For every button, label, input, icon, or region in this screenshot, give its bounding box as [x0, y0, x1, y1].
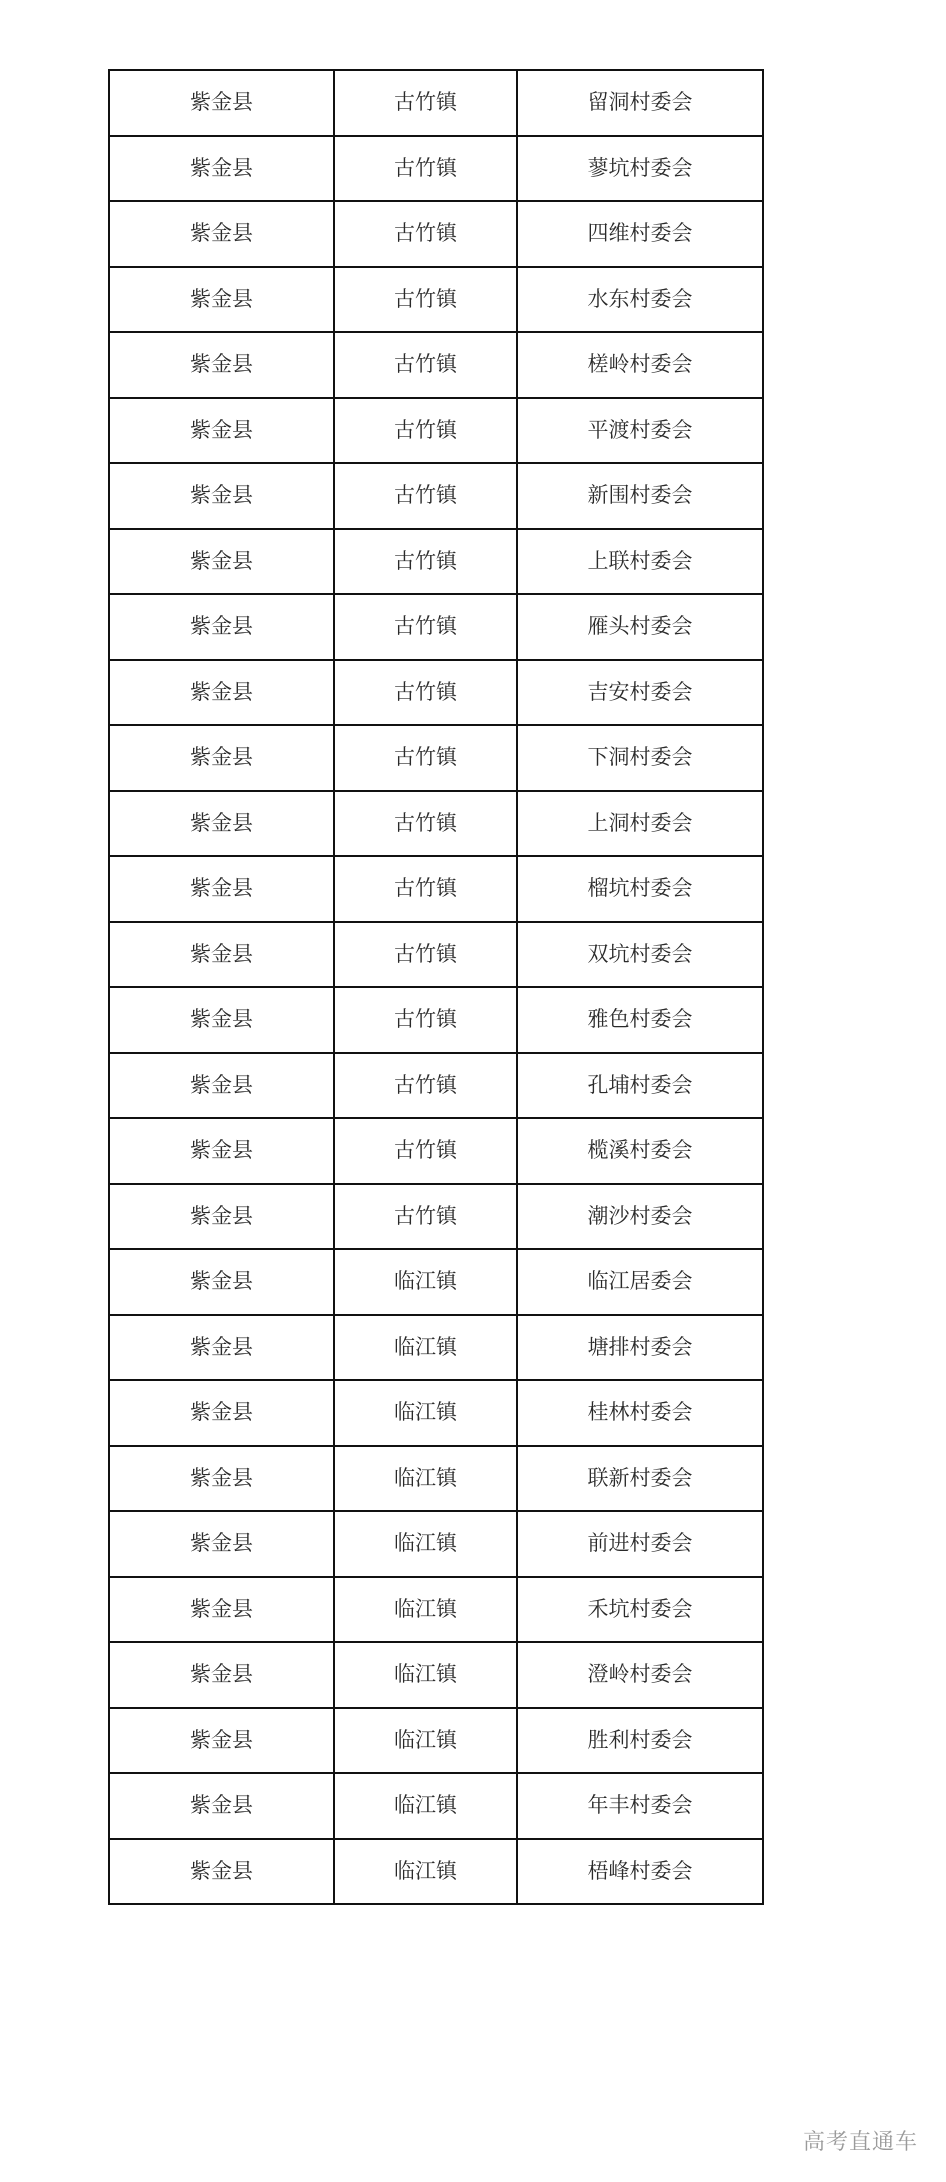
town-cell: 古竹镇 [334, 136, 517, 202]
village-committee-cell: 潮沙村委会 [517, 1184, 763, 1250]
county-cell: 紫金县 [109, 1708, 334, 1774]
table-row [109, 463, 763, 529]
county-cell: 紫金县 [109, 1380, 334, 1446]
village-committee-cell: 平渡村委会 [517, 398, 763, 464]
village-committee-cell: 榄溪村委会 [517, 1118, 763, 1184]
table-row [109, 1577, 763, 1643]
county-cell: 紫金县 [109, 136, 334, 202]
table-row [109, 70, 763, 136]
village-committee-cell: 榴坑村委会 [517, 856, 763, 922]
town-cell: 古竹镇 [334, 987, 517, 1053]
town-cell: 临江镇 [334, 1446, 517, 1512]
town-cell: 古竹镇 [334, 1184, 517, 1250]
village-committee-cell: 胜利村委会 [517, 1708, 763, 1774]
village-committee-cell: 下洞村委会 [517, 725, 763, 791]
table-row [109, 267, 763, 333]
town-cell: 临江镇 [334, 1839, 517, 1905]
village-committee-cell: 禾坑村委会 [517, 1577, 763, 1643]
table-row [109, 1511, 763, 1577]
village-committee-cell: 前进村委会 [517, 1511, 763, 1577]
table-body [109, 70, 763, 1904]
table-row [109, 332, 763, 398]
village-committee-cell: 四维村委会 [517, 201, 763, 267]
table-row [109, 201, 763, 267]
table-row [109, 1118, 763, 1184]
table-row [109, 660, 763, 726]
county-cell: 紫金县 [109, 201, 334, 267]
town-cell: 古竹镇 [334, 463, 517, 529]
town-cell: 临江镇 [334, 1380, 517, 1446]
town-cell: 古竹镇 [334, 529, 517, 595]
town-cell: 古竹镇 [334, 267, 517, 333]
county-cell: 紫金县 [109, 1446, 334, 1512]
town-cell: 临江镇 [334, 1249, 517, 1315]
table-row [109, 1315, 763, 1381]
county-cell: 紫金县 [109, 267, 334, 333]
table-row [109, 1184, 763, 1250]
table-row [109, 987, 763, 1053]
village-committee-cell: 联新村委会 [517, 1446, 763, 1512]
county-cell: 紫金县 [109, 1118, 334, 1184]
table-row [109, 1380, 763, 1446]
county-cell: 紫金县 [109, 1249, 334, 1315]
village-committee-cell: 雁头村委会 [517, 594, 763, 660]
village-committee-table [108, 69, 764, 1905]
county-cell: 紫金县 [109, 725, 334, 791]
village-committee-cell: 澄岭村委会 [517, 1642, 763, 1708]
table-row [109, 398, 763, 464]
table-row [109, 1708, 763, 1774]
village-committee-cell: 塘排村委会 [517, 1315, 763, 1381]
county-cell: 紫金县 [109, 1184, 334, 1250]
village-committee-cell: 年丰村委会 [517, 1773, 763, 1839]
county-cell: 紫金县 [109, 529, 334, 595]
village-committee-cell: 双坑村委会 [517, 922, 763, 988]
county-cell: 紫金县 [109, 987, 334, 1053]
village-committee-cell: 新围村委会 [517, 463, 763, 529]
table-row [109, 1446, 763, 1512]
county-cell: 紫金县 [109, 856, 334, 922]
table-row [109, 1773, 763, 1839]
town-cell: 临江镇 [334, 1642, 517, 1708]
table-row [109, 136, 763, 202]
town-cell: 古竹镇 [334, 856, 517, 922]
county-cell: 紫金县 [109, 463, 334, 529]
table-row [109, 922, 763, 988]
county-cell: 紫金县 [109, 594, 334, 660]
village-committee-cell: 临江居委会 [517, 1249, 763, 1315]
village-committee-cell: 桂林村委会 [517, 1380, 763, 1446]
county-cell: 紫金县 [109, 398, 334, 464]
town-cell: 临江镇 [334, 1315, 517, 1381]
town-cell: 古竹镇 [334, 660, 517, 726]
town-cell: 古竹镇 [334, 725, 517, 791]
table-row [109, 791, 763, 857]
town-cell: 临江镇 [334, 1773, 517, 1839]
town-cell: 古竹镇 [334, 70, 517, 136]
county-cell: 紫金县 [109, 1642, 334, 1708]
county-cell: 紫金县 [109, 922, 334, 988]
town-cell: 古竹镇 [334, 791, 517, 857]
town-cell: 古竹镇 [334, 332, 517, 398]
table-row [109, 1839, 763, 1905]
county-cell: 紫金县 [109, 1511, 334, 1577]
village-committee-cell: 吉安村委会 [517, 660, 763, 726]
county-cell: 紫金县 [109, 1577, 334, 1643]
town-cell: 古竹镇 [334, 201, 517, 267]
table-row [109, 1053, 763, 1119]
table-row [109, 1642, 763, 1708]
village-committee-cell: 上联村委会 [517, 529, 763, 595]
village-committee-cell: 蓼坑村委会 [517, 136, 763, 202]
county-cell: 紫金县 [109, 1839, 334, 1905]
county-cell: 紫金县 [109, 1053, 334, 1119]
village-committee-cell: 槎岭村委会 [517, 332, 763, 398]
village-committee-cell: 梧峰村委会 [517, 1839, 763, 1905]
town-cell: 临江镇 [334, 1708, 517, 1774]
village-committee-cell: 孔埔村委会 [517, 1053, 763, 1119]
county-cell: 紫金县 [109, 1773, 334, 1839]
table-row [109, 529, 763, 595]
county-cell: 紫金县 [109, 1315, 334, 1381]
watermark-text: 高考直通车 [802, 2130, 918, 2155]
village-committee-cell: 雅色村委会 [517, 987, 763, 1053]
town-cell: 临江镇 [334, 1511, 517, 1577]
county-cell: 紫金县 [109, 791, 334, 857]
town-cell: 临江镇 [334, 1577, 517, 1643]
town-cell: 古竹镇 [334, 922, 517, 988]
table-row [109, 1249, 763, 1315]
table-row [109, 725, 763, 791]
table-row [109, 856, 763, 922]
county-cell: 紫金县 [109, 70, 334, 136]
village-committee-cell: 上洞村委会 [517, 791, 763, 857]
county-cell: 紫金县 [109, 660, 334, 726]
town-cell: 古竹镇 [334, 594, 517, 660]
county-cell: 紫金县 [109, 332, 334, 398]
town-cell: 古竹镇 [334, 398, 517, 464]
table-row [109, 594, 763, 660]
village-committee-cell: 留洞村委会 [517, 70, 763, 136]
village-committee-cell: 水东村委会 [517, 267, 763, 333]
town-cell: 古竹镇 [334, 1118, 517, 1184]
town-cell: 古竹镇 [334, 1053, 517, 1119]
